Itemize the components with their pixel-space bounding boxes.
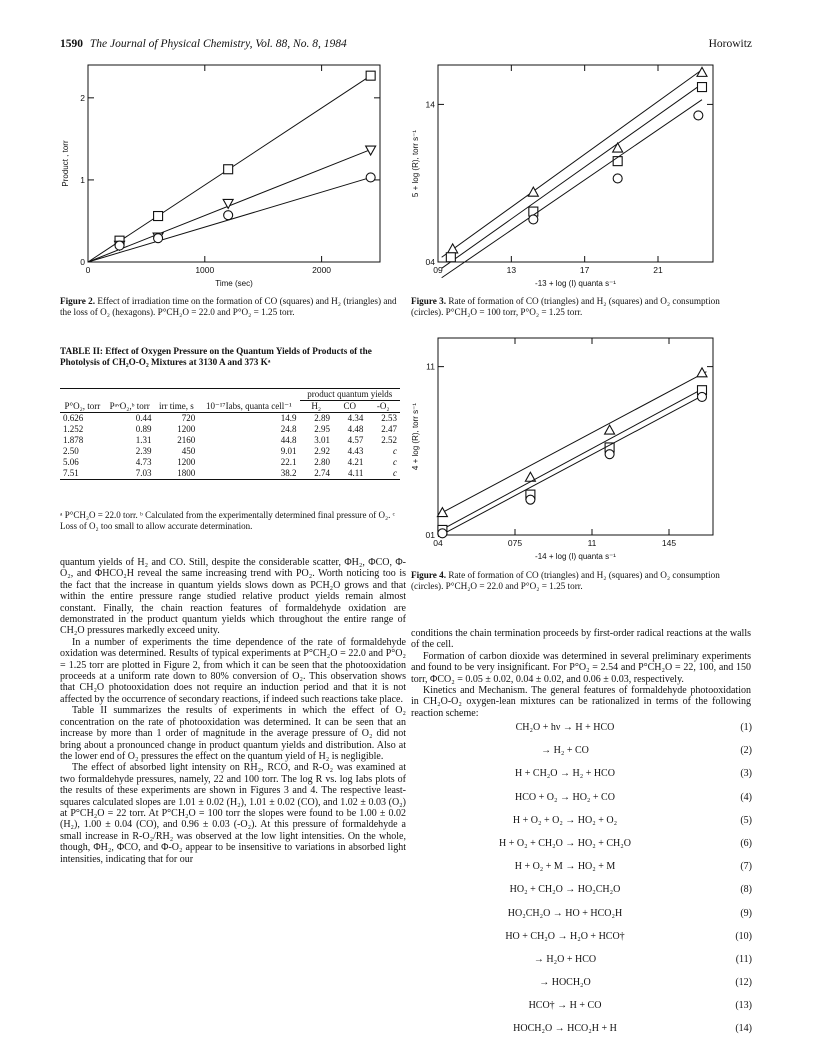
circle-marker: [694, 111, 703, 120]
table-cell: 2.52: [381, 435, 397, 445]
reaction-equation: HOCH₂O → HCO₂H + H: [513, 1023, 617, 1035]
paragraph: In a number of experiments the time dependence of the rate of formaldehyde oxidation was determined. Results of typical experiments at P°CH₂O = 22.0 and P°O₂ = 1.25 torr are plotted in Figure 2, from which it can be seen that the photooxidation proceeds at a uniform rate down to 80% conversion of O₂. This observation shows that CH₂O photooxidation does not require an induction period and that it is not affected by the occurrence of secondary reactions, if indeed such reactions take place.: [60, 636, 406, 705]
reaction-number: (10): [735, 930, 752, 942]
table-cell: 4.11: [348, 468, 364, 478]
table-cell: 24.8: [280, 424, 297, 434]
table-cell: c: [393, 457, 397, 467]
table-cell: 1.31: [135, 435, 152, 445]
table-cell: 0.44: [135, 413, 152, 423]
circle-marker: [115, 241, 124, 250]
reaction-equation: HO₂ + CH₂O → HO₂CH₂O: [509, 884, 621, 896]
x-tick-label: 13: [506, 265, 517, 275]
table-cell: 4.48: [347, 424, 364, 434]
table-cell: 2.92: [314, 446, 330, 456]
table-cell: 38.2: [280, 468, 297, 478]
reaction-number: (7): [740, 861, 752, 873]
fit-line: [442, 84, 702, 268]
reaction-equation: HCO† → H + CO: [528, 1000, 602, 1012]
x-tick-label: 1000: [195, 265, 215, 275]
y-tick-label: 11: [426, 361, 435, 372]
reaction-equation: → HOCH₂O: [539, 977, 591, 989]
triangle-down-marker: [223, 199, 233, 208]
table-notes: ᵃ P°CH₂O = 22.0 torr. ᵇ Calculated from the experimentally determined final pressure of O₂. ᶜ Loss of O₂ too small to allow accurate determination.: [60, 510, 395, 531]
plot-frame: [438, 338, 713, 535]
x-tick-label: 04: [433, 538, 443, 548]
reaction-number: (11): [735, 953, 752, 965]
fit-line: [442, 70, 702, 258]
table-row: [60, 457, 400, 468]
triangle-marker: [437, 508, 447, 517]
table-cell: 14.9: [280, 413, 297, 423]
table-cell: 4.73: [135, 457, 152, 467]
col-header: -O₂: [376, 401, 390, 411]
table-cell: 0.626: [63, 413, 84, 423]
table-cell: 4.57: [347, 435, 364, 445]
reaction: [440, 861, 752, 884]
y-tick-label: 0: [80, 257, 85, 267]
reaction: [440, 954, 752, 977]
table-cell: 2.50: [63, 446, 79, 456]
table-cell: 2.80: [314, 457, 330, 467]
reaction-number: (8): [740, 884, 752, 896]
square-marker: [698, 83, 707, 92]
reaction: [440, 768, 752, 791]
reaction: [440, 745, 752, 768]
y-tick-label: 2: [80, 92, 85, 103]
reaction-number: (13): [735, 1000, 752, 1012]
table-cell: 2.53: [381, 413, 397, 423]
triangle-marker: [448, 244, 458, 253]
table-cell: 1200: [177, 424, 196, 434]
table-cell: 1.878: [63, 435, 84, 445]
reaction-equation: → H₂ + CO: [541, 745, 589, 757]
journal-title: The Journal of Physical Chemistry, Vol. 88, No. 8, 1984: [89, 38, 347, 50]
x-tick-label: 2000: [312, 265, 332, 275]
table-cell: 450: [181, 446, 196, 456]
table-cell: 4.34: [347, 413, 364, 423]
y-tick-label: 1: [80, 174, 85, 185]
plot-frame: [438, 65, 713, 262]
circle-marker: [698, 392, 707, 401]
table-cell: 44.8: [280, 435, 297, 445]
table-cell: 7.03: [135, 468, 152, 478]
reaction-number: (1): [740, 722, 752, 733]
col-header: H₂: [311, 401, 322, 411]
circle-marker: [366, 173, 375, 182]
triangle-marker: [613, 143, 623, 152]
circle-marker: [529, 215, 538, 224]
x-tick-label: 11: [587, 538, 597, 548]
circle-marker: [154, 234, 163, 243]
y-axis-label: Product , torr: [61, 140, 70, 187]
table-cell: 7.51: [63, 468, 79, 478]
y-tick-label: 14: [425, 99, 435, 110]
paragraph: The effect of absorbed light intensity on RH₂, RCO, and R-O₂ was examined at two formaldehyde pressures, namely, 22 and 100 torr. The log R vs. log Iabs plots of the results of these experiments are shown in Figures 3 and 4. The respective least-squares calculated slopes are 1.01 ± 0.02 (H₂), 1.01 ± 0.02 (CO), and 1.02 ± 0.03 (O₂) at P°CH₂O = 22 torr. At P°CH₂O = 100 torr the slopes were found to be 1.00 ± 0.02 (H₂), 1.00 ± 0.04 (CO), and 0.96 ± 0.03 (-O₂). At this pressure of formaldehyde a small increase in R-O₂/RH₂ was observed at the low light intensities. On the whole, though, ΦH₂, ΦCO, and Φ-O₂ appear to be insensitive to variations in absorbed light intensities, indicating that for our: [60, 762, 406, 865]
table-cell: 3.01: [314, 435, 330, 445]
reaction-scheme: [440, 722, 752, 1047]
reaction-equation: H + O₂ + M → HO₂ + M: [514, 861, 616, 873]
reaction-number: (3): [740, 768, 752, 780]
reaction-equation: → H₂O + HCO: [533, 953, 597, 965]
table-cell: 2.47: [381, 424, 397, 434]
x-tick-label: 075: [507, 538, 523, 548]
reaction: [440, 931, 752, 954]
table-row: [60, 413, 400, 425]
square-marker: [366, 71, 375, 80]
left-column-text: [60, 557, 406, 865]
table-row: [60, 435, 400, 446]
x-tick-label: 0: [85, 265, 91, 275]
fit-line: [438, 394, 706, 537]
table-cell: 2.89: [314, 413, 330, 423]
table-ii: [60, 388, 400, 480]
reaction-number: (2): [740, 745, 752, 757]
paragraph: conditions the chain termination proceeds by first-order radical reactions at the walls of the cell.: [411, 628, 751, 651]
circle-marker: [438, 529, 447, 538]
x-tick-label: 21: [653, 265, 663, 275]
fit-line: [438, 372, 706, 515]
x-axis-label: -13 + log (I) quanta s⁻¹: [535, 279, 616, 288]
reaction-equation: H + CH₂O → H₂ + HCO: [515, 768, 615, 780]
table-cell: 4.43: [347, 446, 364, 456]
reaction: [440, 977, 752, 1000]
table-cell: c: [393, 446, 397, 456]
circle-marker: [605, 450, 614, 459]
reaction: [440, 908, 752, 931]
table-cell: 22.1: [280, 457, 297, 467]
table-cell: c: [393, 468, 397, 478]
table-cell: 2.74: [314, 468, 330, 478]
table-cell: 0.89: [135, 424, 152, 434]
figure-3-chart: [408, 55, 754, 295]
triangle-marker: [605, 425, 615, 434]
reaction-number: (5): [740, 814, 752, 826]
table-cell: 2.95: [314, 424, 330, 434]
figure-3-caption: Figure 3. Rate of formation of CO (triangles) and H₂ (squares) and O₂ consumption (circles). P°CH₂O = 100 torr, P°O₂ = 1.25 torr.: [411, 296, 720, 317]
y-tick-label: 04: [425, 257, 435, 267]
table-cell: 9.01: [280, 446, 297, 456]
reaction-number: (6): [740, 837, 752, 849]
paragraph: Kinetics and Mechanism. The general features of formaldehyde photooxidation in CH₂O-O₂ oxygen-lean mixtures can be rationalized in terms of the following reaction scheme:: [411, 685, 751, 719]
reaction: [440, 792, 752, 815]
x-tick-label: 145: [661, 538, 677, 548]
reaction: [440, 1023, 752, 1046]
x-tick-label: 09: [433, 265, 443, 275]
table-cell: 4.21: [347, 457, 364, 467]
paragraph: quantum yields of H₂ and CO. Still, despite the considerable scatter, ΦH₂, ΦCO, Φ-O₂, and ΦHCO₂H reveal the same increasing trend with PO₂. Worth noticing too is the fact that the increase in quantum yields slows down as PCH₂O grows and that within the entire pressure range studied relative product yields remain almost constant. Finally, the chain reaction features of formaldehyde oxidation are demonstrated in the product quantum yields which throughout the entire range of CH₂O pressures markedly exceed unity.: [60, 557, 406, 637]
col-header: irr time, s: [159, 401, 194, 411]
table-row: [60, 424, 400, 435]
circle-marker: [224, 211, 233, 220]
square-marker: [154, 212, 163, 221]
reaction-number: (12): [735, 977, 752, 989]
reaction: [440, 884, 752, 907]
y-tick-label: 01: [425, 530, 435, 540]
reaction-equation: H + O₂ + CH₂O → HO₂ + CH₂O: [499, 837, 631, 849]
y-axis-label: 5 + log (R), torr s⁻¹: [411, 129, 420, 198]
reaction-number: (9): [740, 907, 752, 919]
page-number: 1590: [60, 38, 83, 50]
col-header: CO: [343, 401, 356, 411]
table-cell: 720: [181, 413, 196, 423]
circle-marker: [526, 495, 535, 504]
reaction-equation: HO + CH₂O → H₂O + HCO†: [505, 930, 625, 942]
reaction: [440, 1000, 752, 1023]
fit-line: [442, 100, 702, 278]
reaction-equation: CH₂O + hν → H + HCO: [515, 722, 615, 733]
x-tick-label: 17: [579, 265, 590, 275]
table-cell: 1200: [177, 457, 196, 467]
table-cell: 5.06: [63, 457, 79, 467]
square-marker: [224, 165, 233, 174]
paragraph: Formation of carbon dioxide was determined in several preliminary experiments and found to be very insignificant. For P°O₂ = 2.54 and P°CH₂O = 22, 100, and 150 torr, ΦCO₂ = 0.05 ± 0.02, 0.04 ± 0.02, and 0.06 ± 0.03, respectively.: [411, 650, 751, 685]
table-cell: 2.39: [135, 446, 152, 456]
fit-line: [438, 387, 706, 532]
reaction-equation: H + O₂ + O₂ → HO₂ + O₂: [512, 814, 618, 826]
square-marker: [446, 253, 455, 262]
group-header: product quantum yields: [300, 389, 400, 401]
figure-4-caption: Figure 4. Rate of formation of CO (triangles) and H₂ (squares) and O₂ consumption (circles). P°CH₂O = 22.0 and P°O₂ = 1.25 torr.: [411, 570, 720, 591]
right-column-text: [411, 628, 751, 719]
page-header-left: [60, 38, 347, 50]
reaction: [440, 815, 752, 838]
table-cell: 1800: [177, 468, 196, 478]
circle-marker: [613, 174, 622, 183]
reaction: [440, 722, 752, 745]
figure-2-chart: [60, 55, 410, 295]
table-cell: 2160: [177, 435, 196, 445]
paragraph: Table II summarizes the results of experiments in which the effect of O₂ concentration on the rate of photooxidation was determined. It can be seen that an increase by more than 1 order of magnitude in the average pressure of O₂ did not bring about a pronounced change in product quantum yields and distribution. Also at the lower end of O₂ pressures the effect on the quantum yield of H₂ is negligible.: [60, 705, 406, 762]
author-header: Horowitz: [708, 38, 752, 50]
square-marker: [613, 157, 622, 166]
reaction-equation: HO₂CH₂O → HO + HCO₂H: [507, 907, 623, 919]
x-axis-label: Time (sec): [215, 279, 253, 288]
reaction-number: (14): [735, 1023, 752, 1035]
reaction-equation: HCO + O₂ → HO₂ + CO: [515, 791, 615, 803]
figure-4-chart: [408, 328, 754, 568]
reaction: [440, 838, 752, 861]
table-row: [60, 468, 400, 480]
col-header: 10⁻¹⁷Iabs, quanta cell⁻¹: [205, 401, 292, 411]
table-row: [60, 446, 400, 457]
col-header: P°O₂, torr: [64, 401, 101, 411]
figure-2-caption: Figure 2. Effect of irradiation time on the formation of CO (squares) and H₂ (triangles) and the loss of O₂ (hexagons). P°CH₂O = 22.0 and P°O₂ = 1.25 torr.: [60, 296, 397, 317]
table-title: TABLE II: Effect of Oxygen Pressure on the Quantum Yields of Products of the Photolysis of CH₂O-O₂ Mixtures at 3130 A and 373 Kᵃ: [60, 346, 372, 367]
table-cell: 1.252: [63, 424, 84, 434]
x-axis-label: -14 + log (I) quanta s⁻¹: [535, 552, 616, 561]
y-axis-label: 4 + log (R), torr s⁻¹: [411, 402, 420, 471]
col-header: PᵃᵛO₂,ᵇ torr: [109, 401, 150, 411]
reaction-number: (4): [740, 791, 752, 803]
